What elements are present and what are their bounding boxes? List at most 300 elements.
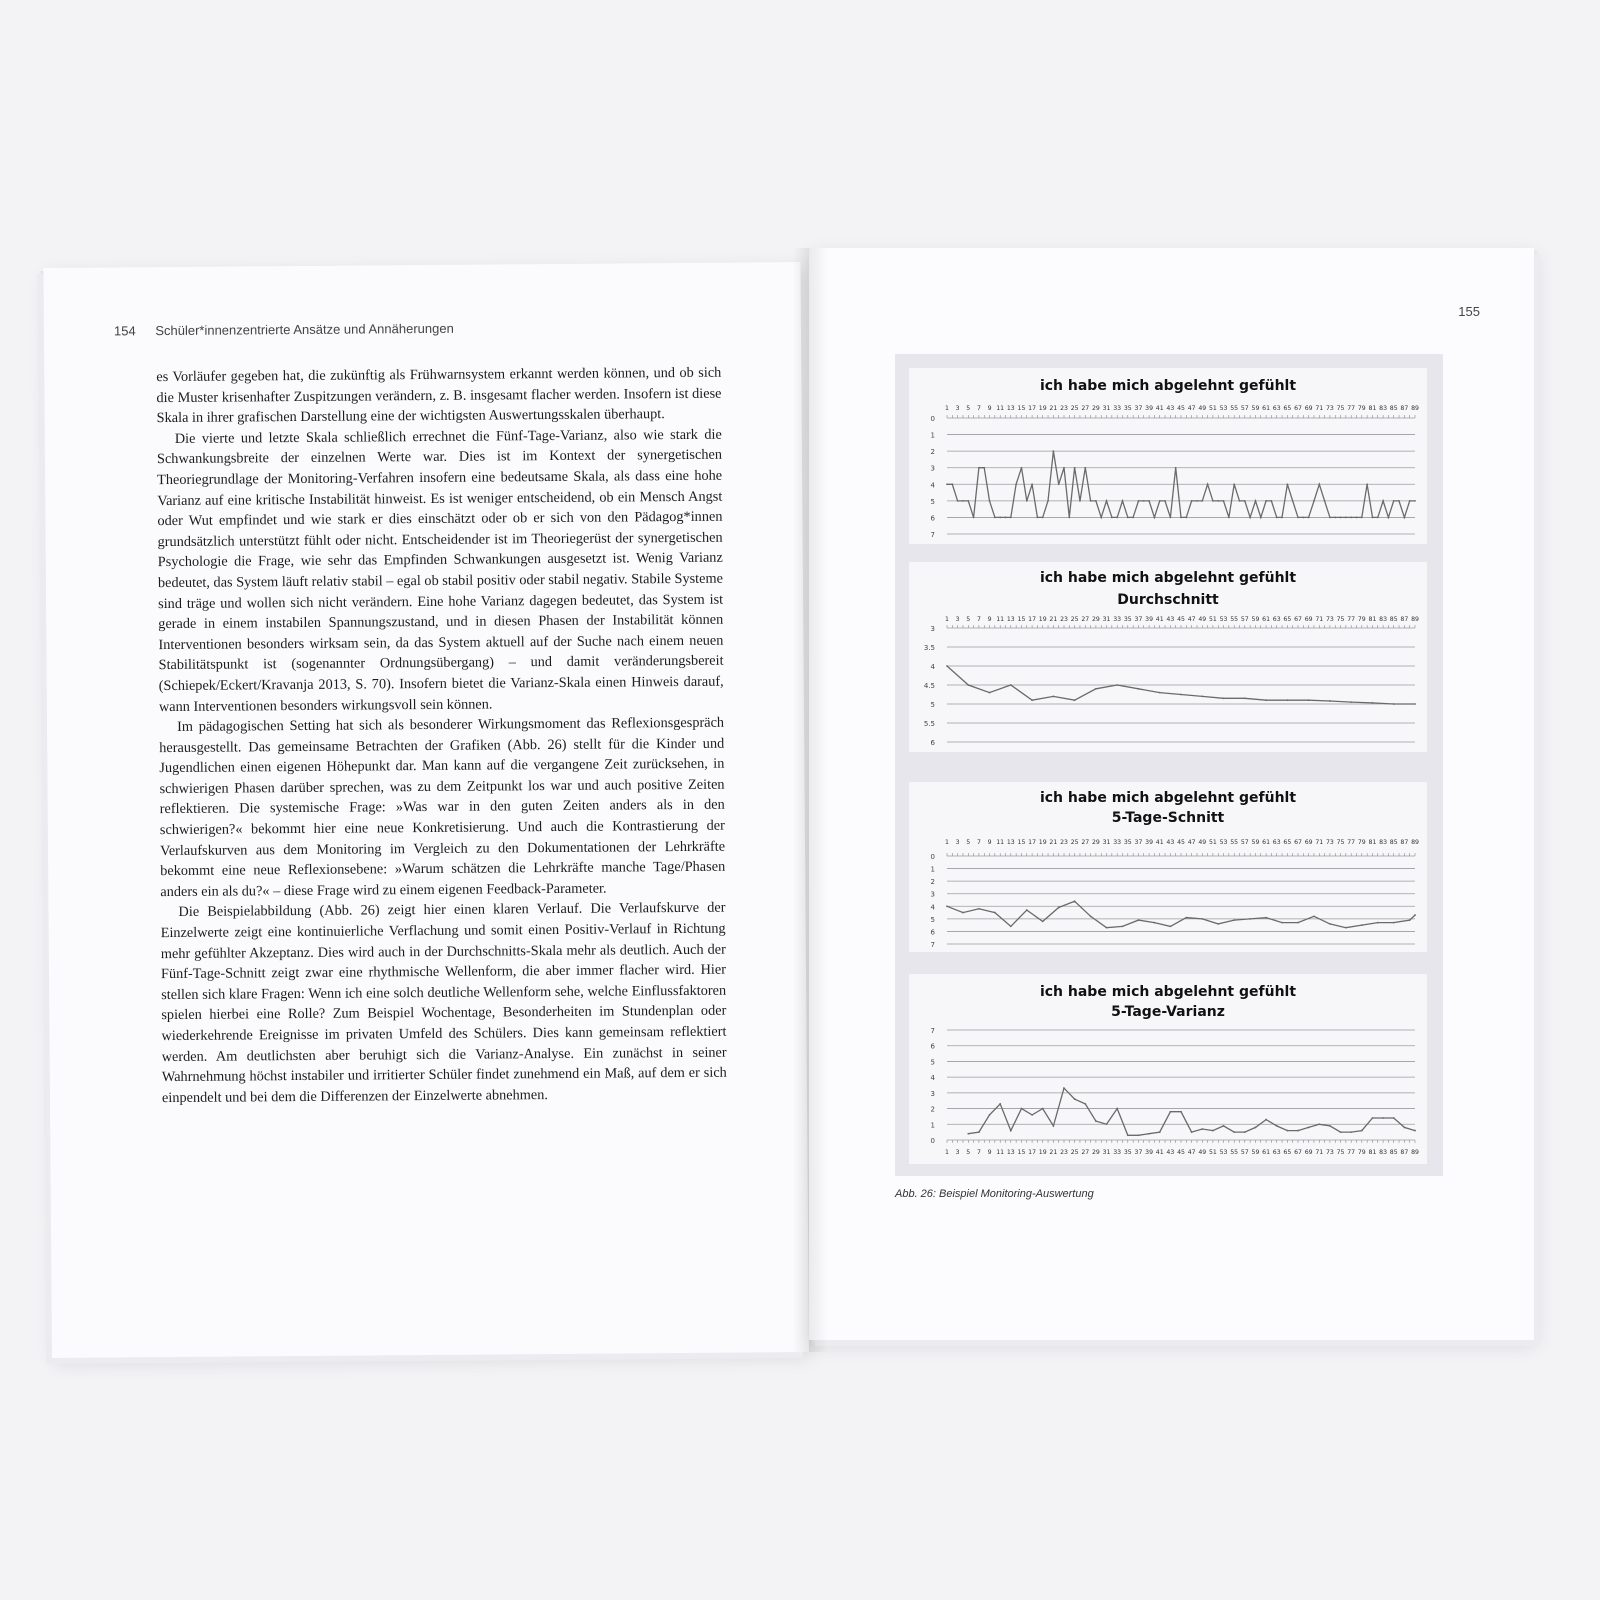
x-tick-label: 19 bbox=[1038, 839, 1047, 846]
data-point bbox=[1138, 500, 1140, 502]
x-tick-label: 87 bbox=[1400, 405, 1409, 412]
x-tick-label: 37 bbox=[1134, 405, 1143, 412]
x-tick-label: 43 bbox=[1166, 1149, 1175, 1156]
x-tick-label: 35 bbox=[1123, 616, 1132, 623]
x-tick-label: 29 bbox=[1091, 839, 1100, 846]
x-tick-label: 61 bbox=[1262, 616, 1271, 623]
data-point bbox=[1393, 922, 1395, 924]
x-tick-label: 49 bbox=[1198, 1149, 1207, 1156]
data-point bbox=[1297, 922, 1299, 924]
series-line bbox=[947, 901, 1415, 927]
x-tick-label: 11 bbox=[996, 839, 1005, 846]
data-point bbox=[1255, 500, 1257, 502]
chart-durchschnitt bbox=[909, 562, 1427, 752]
data-point bbox=[1159, 1131, 1161, 1133]
data-point bbox=[1281, 922, 1283, 924]
x-tick-label: 1 bbox=[945, 616, 949, 623]
data-point bbox=[1021, 467, 1023, 469]
data-point bbox=[1090, 915, 1092, 917]
x-tick-label: 89 bbox=[1411, 1149, 1419, 1156]
chart-panel-einzelwerte bbox=[909, 368, 1427, 544]
x-tick-label: 17 bbox=[1028, 616, 1037, 623]
data-point bbox=[978, 467, 980, 469]
data-point bbox=[967, 500, 969, 502]
data-point bbox=[1201, 696, 1203, 698]
x-tick-label: 79 bbox=[1357, 839, 1366, 846]
data-point bbox=[967, 1133, 969, 1135]
data-point bbox=[1223, 697, 1225, 699]
data-point bbox=[1148, 1133, 1150, 1135]
x-tick-label: 49 bbox=[1198, 839, 1207, 846]
data-point bbox=[1052, 1125, 1054, 1127]
data-point bbox=[1324, 500, 1326, 502]
data-point bbox=[1143, 500, 1145, 502]
x-tick-label: 37 bbox=[1134, 1149, 1143, 1156]
data-point bbox=[1233, 483, 1235, 485]
x-tick-label: 21 bbox=[1049, 1149, 1058, 1156]
data-point bbox=[1074, 467, 1076, 469]
x-tick-label: 47 bbox=[1187, 839, 1196, 846]
x-tick-label: 33 bbox=[1113, 616, 1122, 623]
data-point bbox=[1372, 702, 1374, 704]
data-point bbox=[1244, 1131, 1246, 1133]
data-point bbox=[1356, 517, 1358, 519]
chart-panel-5-tage-schnitt bbox=[909, 782, 1427, 952]
x-tick-label: 59 bbox=[1251, 405, 1260, 412]
y-tick-label: 6 bbox=[930, 739, 935, 747]
data-point bbox=[1398, 500, 1400, 502]
x-tick-label: 43 bbox=[1166, 839, 1175, 846]
x-tick-label: 63 bbox=[1272, 839, 1281, 846]
x-tick-label: 13 bbox=[1006, 1149, 1015, 1156]
x-tick-label: 31 bbox=[1102, 616, 1111, 623]
y-tick-label: 0 bbox=[930, 415, 935, 423]
y-tick-label: 3 bbox=[930, 1089, 935, 1098]
chart-title: ich habe mich abgelehnt gefühlt bbox=[1039, 984, 1297, 1000]
y-tick-label: 4 bbox=[930, 481, 935, 490]
data-point bbox=[1154, 922, 1156, 924]
x-tick-label: 9 bbox=[987, 1149, 992, 1156]
x-tick-label: 27 bbox=[1081, 839, 1090, 846]
data-point bbox=[1074, 699, 1076, 701]
data-point bbox=[1403, 1127, 1405, 1129]
data-point bbox=[1271, 500, 1273, 502]
x-tick-label: 47 bbox=[1187, 616, 1196, 623]
x-tick-label: 73 bbox=[1325, 616, 1334, 623]
data-point bbox=[1127, 517, 1129, 519]
x-tick-label: 63 bbox=[1272, 1149, 1281, 1156]
y-tick-label: 4.5 bbox=[923, 682, 935, 690]
x-tick-label: 51 bbox=[1208, 616, 1217, 623]
x-tick-label: 19 bbox=[1038, 616, 1047, 623]
x-tick-label: 65 bbox=[1283, 1149, 1292, 1156]
x-tick-label: 47 bbox=[1187, 1149, 1196, 1156]
data-point bbox=[1286, 699, 1288, 701]
x-tick-label: 41 bbox=[1155, 405, 1164, 412]
x-tick-label: 43 bbox=[1166, 616, 1175, 623]
x-tick-label: 83 bbox=[1379, 405, 1388, 412]
data-point bbox=[1026, 909, 1028, 911]
data-point bbox=[1393, 500, 1395, 502]
data-point bbox=[1127, 1134, 1129, 1136]
chart-title: ich habe mich abgelehnt gefühlt bbox=[1039, 570, 1297, 586]
x-tick-label: 31 bbox=[1102, 839, 1111, 846]
data-point bbox=[1063, 467, 1065, 469]
data-point bbox=[1308, 1127, 1310, 1129]
data-point bbox=[951, 483, 953, 485]
y-tick-label: 5.5 bbox=[923, 720, 935, 728]
data-point bbox=[1063, 1087, 1065, 1089]
data-point bbox=[1372, 517, 1374, 519]
data-point bbox=[983, 467, 985, 469]
x-tick-label: 39 bbox=[1145, 839, 1154, 846]
data-point bbox=[1239, 500, 1241, 502]
x-tick-label: 81 bbox=[1368, 616, 1377, 623]
data-point bbox=[946, 665, 948, 667]
data-point bbox=[1286, 1130, 1288, 1132]
x-tick-label: 13 bbox=[1006, 839, 1015, 846]
data-point bbox=[1329, 1125, 1331, 1127]
x-tick-label: 27 bbox=[1081, 1149, 1090, 1156]
x-tick-label: 73 bbox=[1325, 839, 1334, 846]
chart-panel-durchschnitt bbox=[909, 562, 1427, 752]
data-point bbox=[1201, 1128, 1203, 1130]
x-tick-label: 15 bbox=[1017, 1149, 1026, 1156]
x-tick-label: 3 bbox=[955, 839, 960, 846]
x-tick-label: 9 bbox=[987, 405, 992, 412]
x-tick-label: 23 bbox=[1060, 405, 1068, 412]
y-tick-label: 1 bbox=[930, 1121, 935, 1130]
data-point bbox=[1318, 1123, 1320, 1125]
data-point bbox=[978, 908, 980, 910]
data-point bbox=[1207, 483, 1209, 485]
running-head-title: Schüler*innenzentrierte Ansätze und Annäherungen bbox=[155, 320, 454, 339]
x-tick-label: 65 bbox=[1283, 839, 1292, 846]
x-tick-label: 67 bbox=[1294, 616, 1302, 623]
x-tick-label: 75 bbox=[1336, 1149, 1345, 1156]
x-tick-label: 21 bbox=[1049, 405, 1058, 412]
data-point bbox=[1302, 517, 1304, 519]
x-tick-label: 13 bbox=[1006, 616, 1015, 623]
data-point bbox=[994, 517, 996, 519]
data-point bbox=[962, 500, 964, 502]
x-tick-label: 87 bbox=[1400, 839, 1409, 846]
x-tick-label: 21 bbox=[1049, 616, 1058, 623]
x-tick-label: 55 bbox=[1230, 405, 1239, 412]
x-tick-label: 53 bbox=[1219, 405, 1228, 412]
x-tick-label: 71 bbox=[1315, 405, 1324, 412]
x-tick-label: 39 bbox=[1145, 1149, 1154, 1156]
x-tick-label: 7 bbox=[976, 1149, 981, 1156]
x-tick-label: 55 bbox=[1230, 616, 1239, 623]
y-tick-label: 0 bbox=[930, 1137, 935, 1145]
figure-caption: Abb. 26: Beispiel Monitoring-Auswertung bbox=[895, 1188, 1094, 1200]
data-point bbox=[1361, 1130, 1363, 1132]
x-tick-label: 87 bbox=[1400, 616, 1409, 623]
x-tick-label: 17 bbox=[1028, 839, 1037, 846]
x-tick-label: 55 bbox=[1230, 839, 1239, 846]
data-point bbox=[999, 517, 1001, 519]
data-point bbox=[1079, 500, 1081, 502]
data-point bbox=[1042, 517, 1044, 519]
x-tick-label: 71 bbox=[1315, 1149, 1324, 1156]
x-tick-label: 71 bbox=[1315, 839, 1324, 846]
x-tick-label: 19 bbox=[1038, 1149, 1047, 1156]
data-point bbox=[1180, 517, 1182, 519]
data-point bbox=[1414, 703, 1416, 705]
data-point bbox=[1106, 927, 1108, 929]
data-point bbox=[1260, 517, 1262, 519]
data-point bbox=[1154, 517, 1156, 519]
data-point bbox=[1122, 926, 1124, 928]
x-tick-label: 85 bbox=[1389, 839, 1398, 846]
data-point bbox=[1388, 517, 1390, 519]
y-tick-label: 4 bbox=[930, 1074, 935, 1083]
data-point bbox=[1058, 483, 1060, 485]
x-tick-label: 31 bbox=[1102, 405, 1111, 412]
data-point bbox=[1042, 920, 1044, 922]
x-tick-label: 63 bbox=[1272, 616, 1281, 623]
data-point bbox=[1393, 1117, 1395, 1119]
x-tick-label: 35 bbox=[1123, 405, 1132, 412]
data-point bbox=[1382, 1117, 1384, 1119]
x-tick-label: 3 bbox=[955, 405, 960, 412]
x-tick-label: 67 bbox=[1294, 839, 1302, 846]
data-point bbox=[1047, 500, 1049, 502]
data-point bbox=[1403, 517, 1405, 519]
data-point bbox=[1052, 696, 1054, 698]
chart-title: ich habe mich abgelehnt gefühlt bbox=[1039, 790, 1297, 806]
data-point bbox=[1249, 918, 1251, 920]
data-point bbox=[1201, 918, 1203, 920]
data-point bbox=[1201, 500, 1203, 502]
data-point bbox=[994, 912, 996, 914]
data-point bbox=[1377, 922, 1379, 924]
paragraph: Die vierte und letzte Skala schließlich errechnet die Fünf-Tage-Varianz, also wie stark die Schwankungsbreite der einzelnen Werte war. Dies ist im Kontext der synergetischen Theoriegrundlage der Monitoring-Verfahren insofern eine bedeutsame Skala, als dass eine hohe Varianz auf eine kritische Instabilität hinweist. Es ist weniger entscheidend, ob ein Mensch Angst oder Wut empfindet und wie stark er dies einschätzt oder ob er sich von den Pädagog*innen grundsätzlich unterstützt fühlt oder nicht. Entscheidender ist im Theoriegerüst der synergetischen Psychologie die Frage, wie sehr das Empfinden Schwankungen ausgesetzt ist. Wenig Varianz bedeutet, das System läuft relativ stabil – egal ob stabil positiv oder stabil negativ. Stabile Systeme sind träge und wollen sich nicht verändern. Eine hohe Varianz dagegen bedeutet, das System ist gerade in einem instabilen Spannungszustand, und in diesen Phasen der Instabilität können Interventionen besonders wirksam sein, da das System aktuell auf der Suche nach einem neuen Stabilitätspunkt ist (sogenannter Ordnungsübergang) – und damit veränderungsbereit (Schiepek/Eckert/Kravanja 2013, S. 70). Insofern bietet die Varianz-Skala einen Hinweis darauf, wann Interventionen besonders wirkungsvoll sein können. bbox=[156, 426, 724, 715]
data-point bbox=[1122, 500, 1124, 502]
data-point bbox=[1393, 703, 1395, 705]
data-point bbox=[1308, 699, 1310, 701]
x-tick-label: 45 bbox=[1177, 616, 1185, 623]
data-point bbox=[989, 500, 991, 502]
data-point bbox=[1382, 500, 1384, 502]
y-tick-label: 5 bbox=[930, 701, 935, 709]
x-tick-label: 77 bbox=[1347, 839, 1356, 846]
x-tick-label: 87 bbox=[1400, 1149, 1409, 1156]
x-tick-label: 39 bbox=[1145, 616, 1154, 623]
data-point bbox=[1409, 500, 1411, 502]
data-point bbox=[1026, 500, 1028, 502]
data-point bbox=[1265, 917, 1267, 919]
x-tick-label: 65 bbox=[1283, 616, 1292, 623]
data-point bbox=[1286, 483, 1288, 485]
x-tick-label: 7 bbox=[976, 405, 981, 412]
x-tick-label: 35 bbox=[1123, 1149, 1132, 1156]
paragraph: Die Beispielabbildung (Abb. 26) zeigt hier einen klaren Verlauf. Die Verlaufskurve der Einzelwerte zeigt eine kontinuierliche Verflachung und somit einen Positiv-Verlauf in Richtung mehr gefühlter Akzeptanz. Dies wird auch in der Durchschnitts-Skala mehr als deutlich. Auch der Fünf-Tage-Schnitt zeigt zwar eine rhythmische Wellenform, die aber immer flacher wird. Hier stellen sich klare Fragen: Wenn ich eine solch deutliche Wellenform sehe, welche Einflussfaktoren spielen hierbei eine Rolle? Zum Beispiel Wochentage, Besonderheiten im Stundenplan oder wiederkehrende Ereignisse im privaten Umfeld des Schülers. Dies kann gemeinsam reflektiert werden. Am deutlichsten aber beruhigt sich die Varianz-Analyse. Ein zunächst in seiner Wahrnehmung höchst instabiler und irritierter Schüler findet zunehmend ein Maß, auf dem er sich einpendelt und bei dem die Differenzen der Einzelwerte abnehmen. bbox=[160, 900, 727, 1106]
x-tick-label: 23 bbox=[1060, 839, 1068, 846]
data-point bbox=[1052, 450, 1054, 452]
x-tick-label: 11 bbox=[996, 405, 1005, 412]
data-point bbox=[1175, 467, 1177, 469]
data-point bbox=[1350, 517, 1352, 519]
data-point bbox=[1345, 927, 1347, 929]
y-tick-label: 5 bbox=[930, 915, 935, 924]
x-tick-label: 85 bbox=[1389, 1149, 1398, 1156]
chart-einzelwerte bbox=[909, 368, 1427, 544]
data-point bbox=[989, 692, 991, 694]
data-point bbox=[1090, 500, 1092, 502]
data-point bbox=[1318, 483, 1320, 485]
chart-subtitle: 5-Tage-Schnitt bbox=[1111, 810, 1225, 826]
x-tick-label: 45 bbox=[1177, 839, 1185, 846]
data-point bbox=[1308, 517, 1310, 519]
x-tick-label: 75 bbox=[1336, 839, 1345, 846]
x-tick-label: 79 bbox=[1357, 616, 1366, 623]
data-point bbox=[1031, 1114, 1033, 1116]
x-tick-label: 25 bbox=[1070, 839, 1079, 846]
data-point bbox=[1217, 923, 1219, 925]
data-point bbox=[1361, 517, 1363, 519]
x-tick-label: 1 bbox=[945, 405, 949, 412]
x-tick-label: 67 bbox=[1294, 405, 1302, 412]
x-tick-label: 77 bbox=[1347, 405, 1356, 412]
data-point bbox=[1185, 917, 1187, 919]
x-tick-label: 69 bbox=[1304, 616, 1313, 623]
x-tick-label: 41 bbox=[1155, 1149, 1164, 1156]
data-point bbox=[1334, 517, 1336, 519]
data-point bbox=[1132, 517, 1134, 519]
data-point bbox=[1185, 517, 1187, 519]
data-point bbox=[1414, 1130, 1416, 1132]
data-point bbox=[1249, 517, 1251, 519]
data-point bbox=[1265, 1119, 1267, 1121]
x-tick-label: 51 bbox=[1208, 1149, 1217, 1156]
data-point bbox=[1340, 517, 1342, 519]
x-tick-label: 55 bbox=[1230, 1149, 1239, 1156]
x-tick-label: 67 bbox=[1294, 1149, 1302, 1156]
x-tick-label: 37 bbox=[1134, 839, 1143, 846]
data-point bbox=[962, 912, 964, 914]
left-page bbox=[43, 262, 809, 1358]
y-tick-label: 5 bbox=[930, 1058, 935, 1067]
x-tick-label: 17 bbox=[1028, 1149, 1037, 1156]
y-tick-label: 3 bbox=[930, 890, 935, 899]
chart-subtitle: 5-Tage-Varianz bbox=[1111, 1004, 1225, 1020]
page-number-right: 155 bbox=[1458, 304, 1480, 319]
data-point bbox=[1010, 684, 1012, 686]
x-tick-label: 73 bbox=[1325, 405, 1334, 412]
data-point bbox=[1350, 1131, 1352, 1133]
data-point bbox=[999, 1103, 1001, 1105]
y-tick-label: 3 bbox=[930, 464, 935, 473]
data-point bbox=[1106, 500, 1108, 502]
data-point bbox=[1329, 923, 1331, 925]
x-tick-label: 33 bbox=[1113, 839, 1122, 846]
data-point bbox=[1095, 688, 1097, 690]
x-tick-label: 5 bbox=[966, 839, 971, 846]
x-tick-label: 51 bbox=[1208, 839, 1217, 846]
data-point bbox=[1095, 1120, 1097, 1122]
x-tick-label: 37 bbox=[1134, 616, 1143, 623]
x-tick-label: 9 bbox=[987, 839, 992, 846]
x-tick-label: 29 bbox=[1091, 405, 1100, 412]
x-tick-label: 57 bbox=[1240, 616, 1249, 623]
x-tick-label: 59 bbox=[1251, 839, 1260, 846]
x-tick-label: 73 bbox=[1325, 1149, 1334, 1156]
data-point bbox=[1068, 517, 1070, 519]
x-tick-label: 5 bbox=[966, 616, 971, 623]
y-tick-label: 7 bbox=[930, 1027, 935, 1035]
x-tick-label: 1 bbox=[945, 839, 949, 846]
x-tick-label: 5 bbox=[966, 405, 971, 412]
x-tick-label: 39 bbox=[1145, 405, 1154, 412]
data-point bbox=[1111, 517, 1113, 519]
x-tick-label: 1 bbox=[945, 1149, 949, 1156]
x-tick-label: 49 bbox=[1198, 616, 1207, 623]
data-point bbox=[1255, 1127, 1257, 1129]
data-point bbox=[1244, 697, 1246, 699]
data-point bbox=[1138, 919, 1140, 921]
x-tick-label: 69 bbox=[1304, 405, 1313, 412]
data-point bbox=[1010, 926, 1012, 928]
x-tick-label: 71 bbox=[1315, 616, 1324, 623]
y-tick-label: 4 bbox=[930, 663, 935, 671]
data-point bbox=[1084, 1103, 1086, 1105]
x-tick-label: 83 bbox=[1379, 839, 1388, 846]
x-tick-label: 35 bbox=[1123, 839, 1132, 846]
x-tick-label: 45 bbox=[1177, 405, 1185, 412]
data-point bbox=[1010, 1130, 1012, 1132]
body-text bbox=[156, 363, 727, 1109]
data-point bbox=[1164, 500, 1166, 502]
right-page bbox=[809, 248, 1534, 1340]
data-point bbox=[1010, 517, 1012, 519]
data-point bbox=[1329, 517, 1331, 519]
data-point bbox=[1228, 517, 1230, 519]
x-tick-label: 41 bbox=[1155, 839, 1164, 846]
data-point bbox=[1223, 500, 1225, 502]
y-tick-label: 4 bbox=[930, 903, 935, 912]
x-tick-label: 75 bbox=[1336, 405, 1345, 412]
x-tick-label: 57 bbox=[1240, 1149, 1249, 1156]
x-tick-label: 83 bbox=[1379, 616, 1388, 623]
x-tick-label: 7 bbox=[976, 616, 981, 623]
data-point bbox=[1169, 1111, 1171, 1113]
x-tick-label: 15 bbox=[1017, 405, 1026, 412]
data-point bbox=[1313, 915, 1315, 917]
x-tick-label: 89 bbox=[1411, 616, 1419, 623]
data-point bbox=[1037, 517, 1039, 519]
x-tick-label: 65 bbox=[1283, 405, 1292, 412]
data-point bbox=[1345, 517, 1347, 519]
x-tick-label: 33 bbox=[1113, 1149, 1122, 1156]
x-tick-label: 13 bbox=[1006, 405, 1015, 412]
x-tick-label: 25 bbox=[1070, 1149, 1079, 1156]
y-tick-label: 6 bbox=[930, 514, 935, 523]
data-point bbox=[1276, 517, 1278, 519]
data-point bbox=[946, 905, 948, 907]
y-tick-label: 2 bbox=[930, 448, 935, 457]
data-point bbox=[946, 483, 948, 485]
data-point bbox=[1350, 701, 1352, 703]
data-point bbox=[1074, 900, 1076, 902]
x-tick-label: 59 bbox=[1251, 616, 1260, 623]
data-point bbox=[1015, 483, 1017, 485]
series-line bbox=[968, 1088, 1415, 1135]
x-tick-label: 89 bbox=[1411, 839, 1419, 846]
x-tick-label: 61 bbox=[1262, 839, 1271, 846]
data-point bbox=[978, 1131, 980, 1133]
